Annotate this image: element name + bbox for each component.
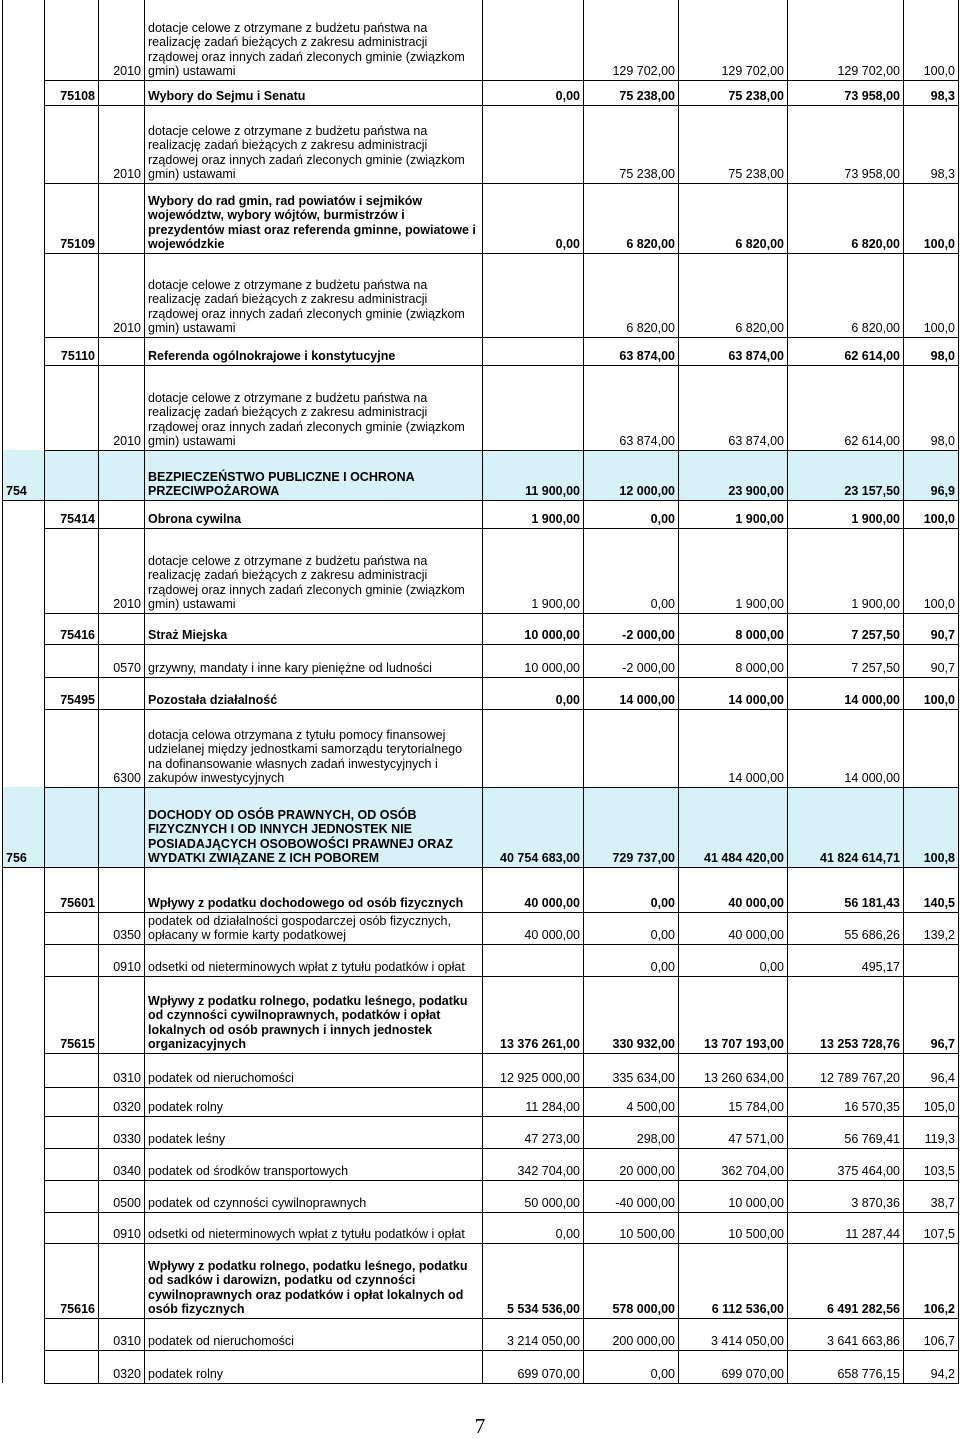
execution-cell: 6 820,00: [788, 253, 904, 337]
change-cell: 0,00: [584, 528, 679, 613]
chapter-cell: [45, 1212, 99, 1243]
execution-cell: 62 614,00: [788, 337, 904, 365]
plan-cell: [483, 365, 584, 450]
change-cell: 200 000,00: [584, 1318, 679, 1350]
execution-cell: 7 257,50: [788, 644, 904, 677]
plan-after-change-cell: 47 571,00: [679, 1116, 788, 1148]
change-cell: 75 238,00: [584, 105, 679, 183]
execution-cell: 495,17: [788, 944, 904, 976]
description-cell: dotacje celowe z otrzymane z budżetu państwa na realizację zadań bieżących z zakresu administracji rządowej oraz innych zadań zleconych gminie (związkom gmin) ustawami: [145, 105, 483, 183]
plan-cell: 1 900,00: [483, 528, 584, 613]
percent-cell: 106,7: [904, 1318, 959, 1350]
section-cell: [3, 644, 45, 677]
plan-cell: 3 214 050,00: [483, 1318, 584, 1350]
plan-after-change-cell: 41 484 420,00: [679, 787, 788, 867]
section-cell: [3, 1116, 45, 1148]
change-cell: 12 000,00: [584, 450, 679, 500]
plan-after-change-cell: 75 238,00: [679, 80, 788, 105]
description-cell: BEZPIECZEŃSTWO PUBLICZNE I OCHRONA PRZECIWPOŻAROWA: [145, 450, 483, 500]
execution-cell: 56 181,43: [788, 867, 904, 912]
change-cell: 729 737,00: [584, 787, 679, 867]
plan-cell: 40 754 683,00: [483, 787, 584, 867]
section-cell: [3, 677, 45, 709]
execution-cell: 56 769,41: [788, 1116, 904, 1148]
change-cell: 75 238,00: [584, 80, 679, 105]
description-cell: podatek rolny: [145, 1087, 483, 1116]
percent-cell: 96,7: [904, 976, 959, 1053]
plan-after-change-cell: 699 070,00: [679, 1350, 788, 1383]
plan-after-change-cell: 40 000,00: [679, 912, 788, 944]
plan-cell: [483, 253, 584, 337]
change-cell: 10 500,00: [584, 1212, 679, 1243]
chapter-cell: 75495: [45, 677, 99, 709]
paragraph-cell: 2010: [99, 365, 145, 450]
paragraph-cell: 2010: [99, 0, 145, 80]
paragraph-row: [3, 1212, 959, 1243]
plan-cell: 0,00: [483, 80, 584, 105]
plan-cell: 11 900,00: [483, 450, 584, 500]
description-cell: podatek rolny: [145, 1350, 483, 1383]
description-cell: podatek od nieruchomości: [145, 1318, 483, 1350]
percent-cell: [904, 709, 959, 787]
paragraph-cell: [99, 337, 145, 365]
section-cell: [3, 1180, 45, 1212]
execution-cell: 6 820,00: [788, 183, 904, 253]
plan-cell: 0,00: [483, 1212, 584, 1243]
chapter-cell: 75108: [45, 80, 99, 105]
section-cell: [3, 528, 45, 613]
percent-cell: 100,0: [904, 677, 959, 709]
percent-cell: 90,7: [904, 644, 959, 677]
paragraph-row: [3, 944, 959, 976]
chapter-row: [3, 337, 959, 365]
plan-cell: 0,00: [483, 677, 584, 709]
percent-cell: 106,2: [904, 1243, 959, 1318]
execution-cell: 14 000,00: [788, 677, 904, 709]
chapter-cell: [45, 1053, 99, 1087]
description-cell: podatek od nieruchomości: [145, 1053, 483, 1087]
section-cell: [3, 912, 45, 944]
description-cell: Wpływy z podatku rolnego, podatku leśnego, podatku od sadków i darowizn, podatku od czynności cywilnoprawnych oraz podatków i opłat lokalnych od osób fizycznych: [145, 1243, 483, 1318]
section-cell: 754: [3, 450, 45, 500]
section-cell: [3, 613, 45, 644]
description-cell: podatek od działalności gospodarczej osób fizycznych, opłacany w formie karty podatkowej: [145, 912, 483, 944]
chapter-row: [3, 1243, 959, 1318]
execution-cell: 3 870,36: [788, 1180, 904, 1212]
change-cell: 63 874,00: [584, 365, 679, 450]
description-cell: odsetki od nieterminowych wpłat z tytułu podatków i opłat: [145, 944, 483, 976]
execution-cell: 11 287,44: [788, 1212, 904, 1243]
execution-cell: 73 958,00: [788, 80, 904, 105]
paragraph-cell: 2010: [99, 105, 145, 183]
section-cell: [3, 365, 45, 450]
plan-cell: 12 925 000,00: [483, 1053, 584, 1087]
percent-cell: 100,8: [904, 787, 959, 867]
execution-cell: 658 776,15: [788, 1350, 904, 1383]
paragraph-cell: [99, 677, 145, 709]
chapter-cell: [45, 709, 99, 787]
chapter-cell: [45, 253, 99, 337]
percent-cell: 105,0: [904, 1087, 959, 1116]
description-cell: dotacje celowe z otrzymane z budżetu państwa na realizację zadań bieżących z zakresu administracji rządowej oraz innych zadań zleconych gminie (związkom gmin) ustawami: [145, 528, 483, 613]
description-cell: podatek od czynności cywilnoprawnych: [145, 1180, 483, 1212]
change-cell: -2 000,00: [584, 644, 679, 677]
chapter-row: [3, 976, 959, 1053]
execution-cell: 55 686,26: [788, 912, 904, 944]
paragraph-cell: [99, 867, 145, 912]
percent-cell: 139,2: [904, 912, 959, 944]
chapter-row: [3, 867, 959, 912]
change-cell: 0,00: [584, 500, 679, 528]
description-cell: Wybory do rad gmin, rad powiatów i sejmików województw, wybory wójtów, burmistrzów i prezydentów miast oraz referenda gminne, powiatowe i wojewódzkie: [145, 183, 483, 253]
section-cell: [3, 1087, 45, 1116]
percent-cell: 107,5: [904, 1212, 959, 1243]
description-cell: Straż Miejska: [145, 613, 483, 644]
description-cell: Pozostała działalność: [145, 677, 483, 709]
plan-after-change-cell: 10 500,00: [679, 1212, 788, 1243]
chapter-cell: [45, 105, 99, 183]
section-cell: [3, 1350, 45, 1383]
change-cell: 14 000,00: [584, 677, 679, 709]
description-cell: podatek od środków transportowych: [145, 1148, 483, 1180]
paragraph-row: [3, 1116, 959, 1148]
section-cell: [3, 709, 45, 787]
chapter-cell: 75414: [45, 500, 99, 528]
paragraph-cell: [99, 976, 145, 1053]
paragraph-cell: [99, 80, 145, 105]
plan-after-change-cell: 14 000,00: [679, 677, 788, 709]
plan-after-change-cell: 8 000,00: [679, 613, 788, 644]
paragraph-row: [3, 365, 959, 450]
section-cell: [3, 944, 45, 976]
plan-cell: 50 000,00: [483, 1180, 584, 1212]
chapter-cell: 75615: [45, 976, 99, 1053]
change-cell: 578 000,00: [584, 1243, 679, 1318]
section-cell: [3, 1148, 45, 1180]
plan-cell: [483, 944, 584, 976]
plan-cell: 699 070,00: [483, 1350, 584, 1383]
percent-cell: 96,4: [904, 1053, 959, 1087]
change-cell: 0,00: [584, 867, 679, 912]
plan-after-change-cell: 63 874,00: [679, 365, 788, 450]
chapter-cell: [45, 365, 99, 450]
chapter-cell: [45, 450, 99, 500]
percent-cell: 100,0: [904, 253, 959, 337]
paragraph-cell: 6300: [99, 709, 145, 787]
plan-after-change-cell: 75 238,00: [679, 105, 788, 183]
paragraph-row: [3, 709, 959, 787]
chapter-cell: [45, 1116, 99, 1148]
change-cell: 4 500,00: [584, 1087, 679, 1116]
chapter-cell: [45, 1148, 99, 1180]
plan-after-change-cell: 129 702,00: [679, 0, 788, 80]
paragraph-cell: [99, 500, 145, 528]
paragraph-cell: 0310: [99, 1053, 145, 1087]
chapter-row: [3, 183, 959, 253]
percent-cell: 94,2: [904, 1350, 959, 1383]
percent-cell: 98,3: [904, 80, 959, 105]
execution-cell: 129 702,00: [788, 0, 904, 80]
section-cell: [3, 1243, 45, 1318]
section-cell: [3, 253, 45, 337]
paragraph-cell: [99, 183, 145, 253]
change-cell: 330 932,00: [584, 976, 679, 1053]
section-cell: [3, 867, 45, 912]
percent-cell: 38,7: [904, 1180, 959, 1212]
plan-after-change-cell: 1 900,00: [679, 528, 788, 613]
description-cell: dotacje celowe z otrzymane z budżetu państwa na realizację zadań bieżących z zakresu administracji rządowej oraz innych zadań zleconych gminie (związkom gmin) ustawami: [145, 365, 483, 450]
plan-cell: 13 376 261,00: [483, 976, 584, 1053]
plan-after-change-cell: 6 112 536,00: [679, 1243, 788, 1318]
description-cell: grzywny, mandaty i inne kary pieniężne od ludności: [145, 644, 483, 677]
change-cell: 298,00: [584, 1116, 679, 1148]
section-row: [3, 787, 959, 867]
plan-after-change-cell: 23 900,00: [679, 450, 788, 500]
paragraph-cell: 2010: [99, 528, 145, 613]
change-cell: 20 000,00: [584, 1148, 679, 1180]
paragraph-cell: [99, 450, 145, 500]
chapter-cell: [45, 528, 99, 613]
paragraph-row: [3, 1180, 959, 1212]
change-cell: 0,00: [584, 944, 679, 976]
description-cell: Wybory do Sejmu i Senatu: [145, 80, 483, 105]
paragraph-cell: 0340: [99, 1148, 145, 1180]
plan-cell: 5 534 536,00: [483, 1243, 584, 1318]
plan-after-change-cell: 13 260 634,00: [679, 1053, 788, 1087]
plan-after-change-cell: 0,00: [679, 944, 788, 976]
plan-cell: [483, 105, 584, 183]
execution-cell: 62 614,00: [788, 365, 904, 450]
paragraph-cell: 0320: [99, 1087, 145, 1116]
description-cell: Referenda ogólnokrajowe i konstytucyjne: [145, 337, 483, 365]
plan-cell: 11 284,00: [483, 1087, 584, 1116]
chapter-row: [3, 677, 959, 709]
plan-cell: 47 273,00: [483, 1116, 584, 1148]
change-cell: 63 874,00: [584, 337, 679, 365]
paragraph-cell: 0500: [99, 1180, 145, 1212]
paragraph-cell: 0350: [99, 912, 145, 944]
budget-table: [2, 0, 959, 1384]
chapter-cell: [45, 944, 99, 976]
chapter-cell: [45, 644, 99, 677]
paragraph-cell: [99, 1243, 145, 1318]
plan-after-change-cell: 3 414 050,00: [679, 1318, 788, 1350]
paragraph-row: [3, 1350, 959, 1383]
chapter-row: [3, 80, 959, 105]
chapter-row: [3, 613, 959, 644]
execution-cell: 1 900,00: [788, 528, 904, 613]
paragraph-cell: 0570: [99, 644, 145, 677]
percent-cell: 98,3: [904, 105, 959, 183]
percent-cell: 90,7: [904, 613, 959, 644]
paragraph-row: [3, 0, 959, 80]
description-cell: dotacje celowe z otrzymane z budżetu państwa na realizację zadań bieżących z zakresu administracji rządowej oraz innych zadań zleconych gminie (związkom gmin) ustawami: [145, 0, 483, 80]
paragraph-row: [3, 105, 959, 183]
plan-after-change-cell: 6 820,00: [679, 253, 788, 337]
paragraph-row: [3, 1148, 959, 1180]
section-cell: [3, 0, 45, 80]
description-cell: dotacja celowa otrzymana z tytułu pomocy finansowej udzielanej między jednostkami samorządu terytorialnego na dofinansowanie własnych zadań inwestycyjnych i zakupów inwestycyjnych: [145, 709, 483, 787]
chapter-cell: [45, 0, 99, 80]
execution-cell: 7 257,50: [788, 613, 904, 644]
execution-cell: 23 157,50: [788, 450, 904, 500]
section-cell: [3, 1212, 45, 1243]
section-cell: [3, 105, 45, 183]
percent-cell: 100,0: [904, 0, 959, 80]
plan-cell: 10 000,00: [483, 644, 584, 677]
change-cell: -2 000,00: [584, 613, 679, 644]
paragraph-cell: 0330: [99, 1116, 145, 1148]
chapter-cell: 75616: [45, 1243, 99, 1318]
plan-after-change-cell: 63 874,00: [679, 337, 788, 365]
change-cell: 129 702,00: [584, 0, 679, 80]
paragraph-cell: 0910: [99, 1212, 145, 1243]
chapter-cell: [45, 1318, 99, 1350]
paragraph-cell: [99, 613, 145, 644]
percent-cell: 103,5: [904, 1148, 959, 1180]
plan-cell: 1 900,00: [483, 500, 584, 528]
paragraph-row: [3, 1318, 959, 1350]
plan-cell: 40 000,00: [483, 912, 584, 944]
section-cell: [3, 183, 45, 253]
plan-cell: [483, 337, 584, 365]
paragraph-cell: 0310: [99, 1318, 145, 1350]
plan-cell: 0,00: [483, 183, 584, 253]
plan-after-change-cell: 15 784,00: [679, 1087, 788, 1116]
percent-cell: 96,9: [904, 450, 959, 500]
percent-cell: [904, 944, 959, 976]
section-cell: [3, 1318, 45, 1350]
change-cell: 0,00: [584, 912, 679, 944]
plan-after-change-cell: 8 000,00: [679, 644, 788, 677]
plan-cell: [483, 709, 584, 787]
execution-cell: 375 464,00: [788, 1148, 904, 1180]
change-cell: 0,00: [584, 1350, 679, 1383]
chapter-cell: [45, 1180, 99, 1212]
paragraph-cell: 0910: [99, 944, 145, 976]
description-cell: odsetki od nieterminowych wpłat z tytułu podatków i opłat: [145, 1212, 483, 1243]
percent-cell: 100,0: [904, 500, 959, 528]
execution-cell: 73 958,00: [788, 105, 904, 183]
description-cell: dotacje celowe z otrzymane z budżetu państwa na realizację zadań bieżących z zakresu administracji rządowej oraz innych zadań zleconych gminie (związkom gmin) ustawami: [145, 253, 483, 337]
execution-cell: 12 789 767,20: [788, 1053, 904, 1087]
execution-cell: 41 824 614,71: [788, 787, 904, 867]
chapter-cell: [45, 1350, 99, 1383]
chapter-cell: [45, 912, 99, 944]
percent-cell: 119,3: [904, 1116, 959, 1148]
execution-cell: 13 253 728,76: [788, 976, 904, 1053]
section-row: [3, 450, 959, 500]
execution-cell: 3 641 663,86: [788, 1318, 904, 1350]
description-cell: Obrona cywilna: [145, 500, 483, 528]
percent-cell: 98,0: [904, 337, 959, 365]
section-cell: 756: [3, 787, 45, 867]
plan-cell: 342 704,00: [483, 1148, 584, 1180]
paragraph-cell: 0320: [99, 1350, 145, 1383]
description-cell: Wpływy z podatku rolnego, podatku leśnego, podatku od czynności cywilnoprawnych, podatków i opłat lokalnych od osób prawnych i innych jednostek organizacyjnych: [145, 976, 483, 1053]
paragraph-cell: 2010: [99, 253, 145, 337]
change-cell: [584, 709, 679, 787]
plan-cell: 10 000,00: [483, 613, 584, 644]
change-cell: 6 820,00: [584, 183, 679, 253]
plan-after-change-cell: 1 900,00: [679, 500, 788, 528]
percent-cell: 100,0: [904, 183, 959, 253]
execution-cell: 14 000,00: [788, 709, 904, 787]
plan-after-change-cell: 14 000,00: [679, 709, 788, 787]
chapter-cell: [45, 787, 99, 867]
plan-after-change-cell: 13 707 193,00: [679, 976, 788, 1053]
chapter-row: [3, 500, 959, 528]
plan-after-change-cell: 362 704,00: [679, 1148, 788, 1180]
paragraph-row: [3, 253, 959, 337]
paragraph-row: [3, 528, 959, 613]
plan-after-change-cell: 10 000,00: [679, 1180, 788, 1212]
section-cell: [3, 976, 45, 1053]
change-cell: 335 634,00: [584, 1053, 679, 1087]
paragraph-row: [3, 644, 959, 677]
percent-cell: 98,0: [904, 365, 959, 450]
chapter-cell: [45, 1087, 99, 1116]
plan-cell: [483, 0, 584, 80]
execution-cell: 16 570,35: [788, 1087, 904, 1116]
page-number: 7: [474, 1414, 486, 1438]
plan-after-change-cell: 40 000,00: [679, 867, 788, 912]
section-cell: [3, 337, 45, 365]
description-cell: Wpływy z podatku dochodowego od osób fizycznych: [145, 867, 483, 912]
change-cell: -40 000,00: [584, 1180, 679, 1212]
chapter-cell: 75109: [45, 183, 99, 253]
budget-table-body: [3, 0, 959, 1383]
percent-cell: 100,0: [904, 528, 959, 613]
paragraph-row: [3, 1053, 959, 1087]
section-cell: [3, 1053, 45, 1087]
execution-cell: 6 491 282,56: [788, 1243, 904, 1318]
change-cell: 6 820,00: [584, 253, 679, 337]
execution-cell: 1 900,00: [788, 500, 904, 528]
paragraph-row: [3, 912, 959, 944]
percent-cell: 140,5: [904, 867, 959, 912]
plan-cell: 40 000,00: [483, 867, 584, 912]
section-cell: [3, 80, 45, 105]
chapter-cell: 75416: [45, 613, 99, 644]
chapter-cell: 75601: [45, 867, 99, 912]
plan-after-change-cell: 6 820,00: [679, 183, 788, 253]
paragraph-cell: [99, 787, 145, 867]
description-cell: DOCHODY OD OSÓB PRAWNYCH, OD OSÓB FIZYCZNYCH I OD INNYCH JEDNOSTEK NIE POSIADAJĄCYCH OSOBOWOŚCI PRAWNEJ ORAZ WYDATKI ZWIĄZANE Z ICH POBOREM: [145, 787, 483, 867]
paragraph-row: [3, 1087, 959, 1116]
description-cell: podatek leśny: [145, 1116, 483, 1148]
chapter-cell: 75110: [45, 337, 99, 365]
section-cell: [3, 500, 45, 528]
